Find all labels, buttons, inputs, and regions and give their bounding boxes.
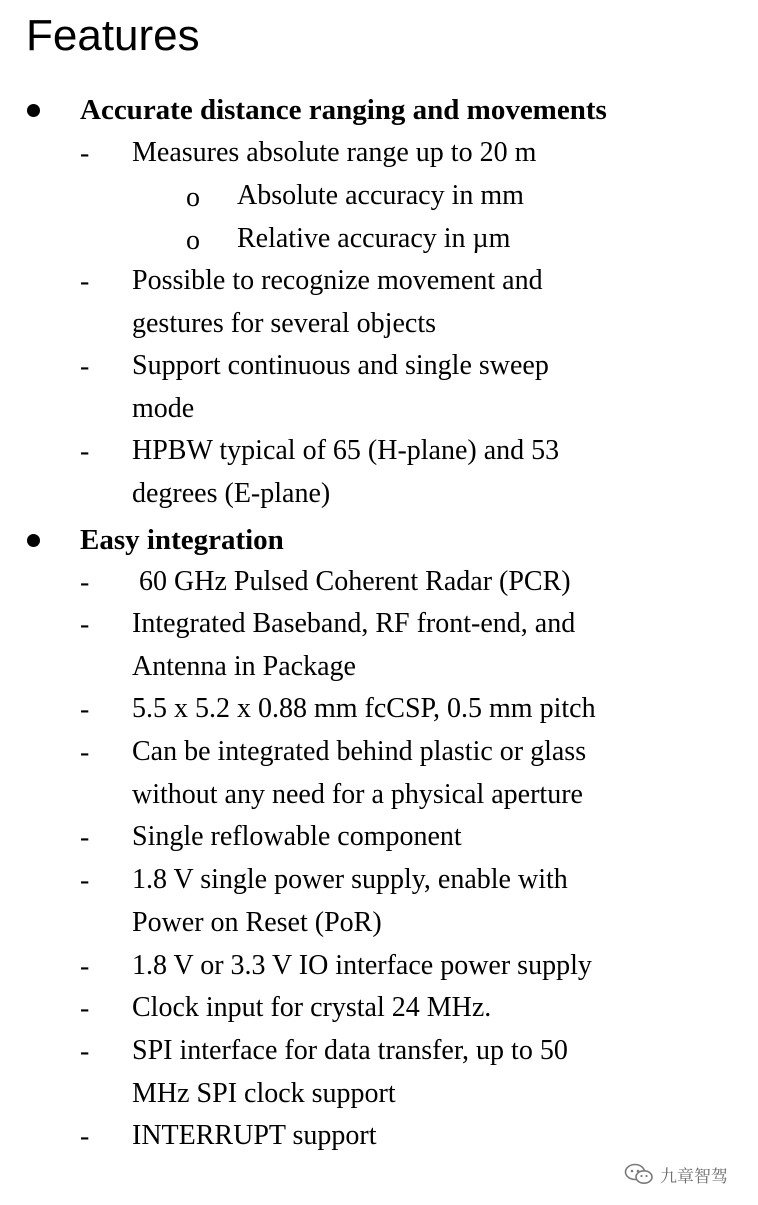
watermark xyxy=(624,1160,728,1188)
dash-marker: - xyxy=(80,138,90,169)
section-heading: Accurate distance ranging and movements xyxy=(80,94,607,126)
sub-bullet-marker: o xyxy=(186,182,200,213)
bullet-icon xyxy=(27,534,40,547)
dash-marker: - xyxy=(80,266,90,297)
page-title: Features xyxy=(26,11,200,60)
list-item: Possible to recognize movement and gestures for several objects xyxy=(132,265,543,339)
list-item: Integrated Baseband, RF front-end, and Antenna in Package xyxy=(132,608,576,682)
dash-marker: - xyxy=(80,1121,90,1152)
section-heading: Easy integration xyxy=(80,524,284,556)
dash-marker: - xyxy=(80,951,90,982)
dash-marker: - xyxy=(80,865,90,896)
list-item: Can be integrated behind plastic or glass without any need for a physical aperture xyxy=(132,736,587,810)
dash-marker: - xyxy=(80,694,90,725)
list-item: 1.8 V single power supply, enable with Power on Reset (PoR) xyxy=(132,864,568,938)
sub-list-item: Relative accuracy in µm xyxy=(237,223,511,254)
dash-marker: - xyxy=(80,1036,90,1067)
list-item: 1.8 V or 3.3 V IO interface power supply xyxy=(132,950,592,981)
sub-bullet-marker: o xyxy=(186,225,200,256)
list-item: Clock input for crystal 24 MHz. xyxy=(132,992,492,1023)
bullet-icon xyxy=(27,104,40,117)
dash-marker: - xyxy=(80,737,90,768)
dash-marker: - xyxy=(80,822,90,853)
list-item: 60 GHz Pulsed Coherent Radar (PCR) xyxy=(132,566,571,597)
list-item: INTERRUPT support xyxy=(132,1120,377,1151)
dash-marker: - xyxy=(80,351,90,382)
list-item: Support continuous and single sweep mode xyxy=(132,350,549,424)
watermark-text: 九章智驾 xyxy=(660,1166,728,1187)
wechat-icon xyxy=(624,1162,654,1186)
list-item: Measures absolute range up to 20 m xyxy=(132,137,537,168)
dash-marker: - xyxy=(80,609,90,640)
list-item: 5.5 x 5.2 x 0.88 mm fcCSP, 0.5 mm pitch xyxy=(132,693,596,724)
list-item: HPBW typical of 65 (H-plane) and 53 degrees (E-plane) xyxy=(132,435,560,509)
dash-marker: - xyxy=(80,436,90,467)
sub-list-item: Absolute accuracy in mm xyxy=(237,180,524,211)
list-item: Single reflowable component xyxy=(132,821,462,852)
dash-marker: - xyxy=(80,993,90,1024)
list-item: SPI interface for data transfer, up to 50 MHz SPI clock support xyxy=(132,1035,568,1109)
dash-marker: - xyxy=(80,567,90,598)
